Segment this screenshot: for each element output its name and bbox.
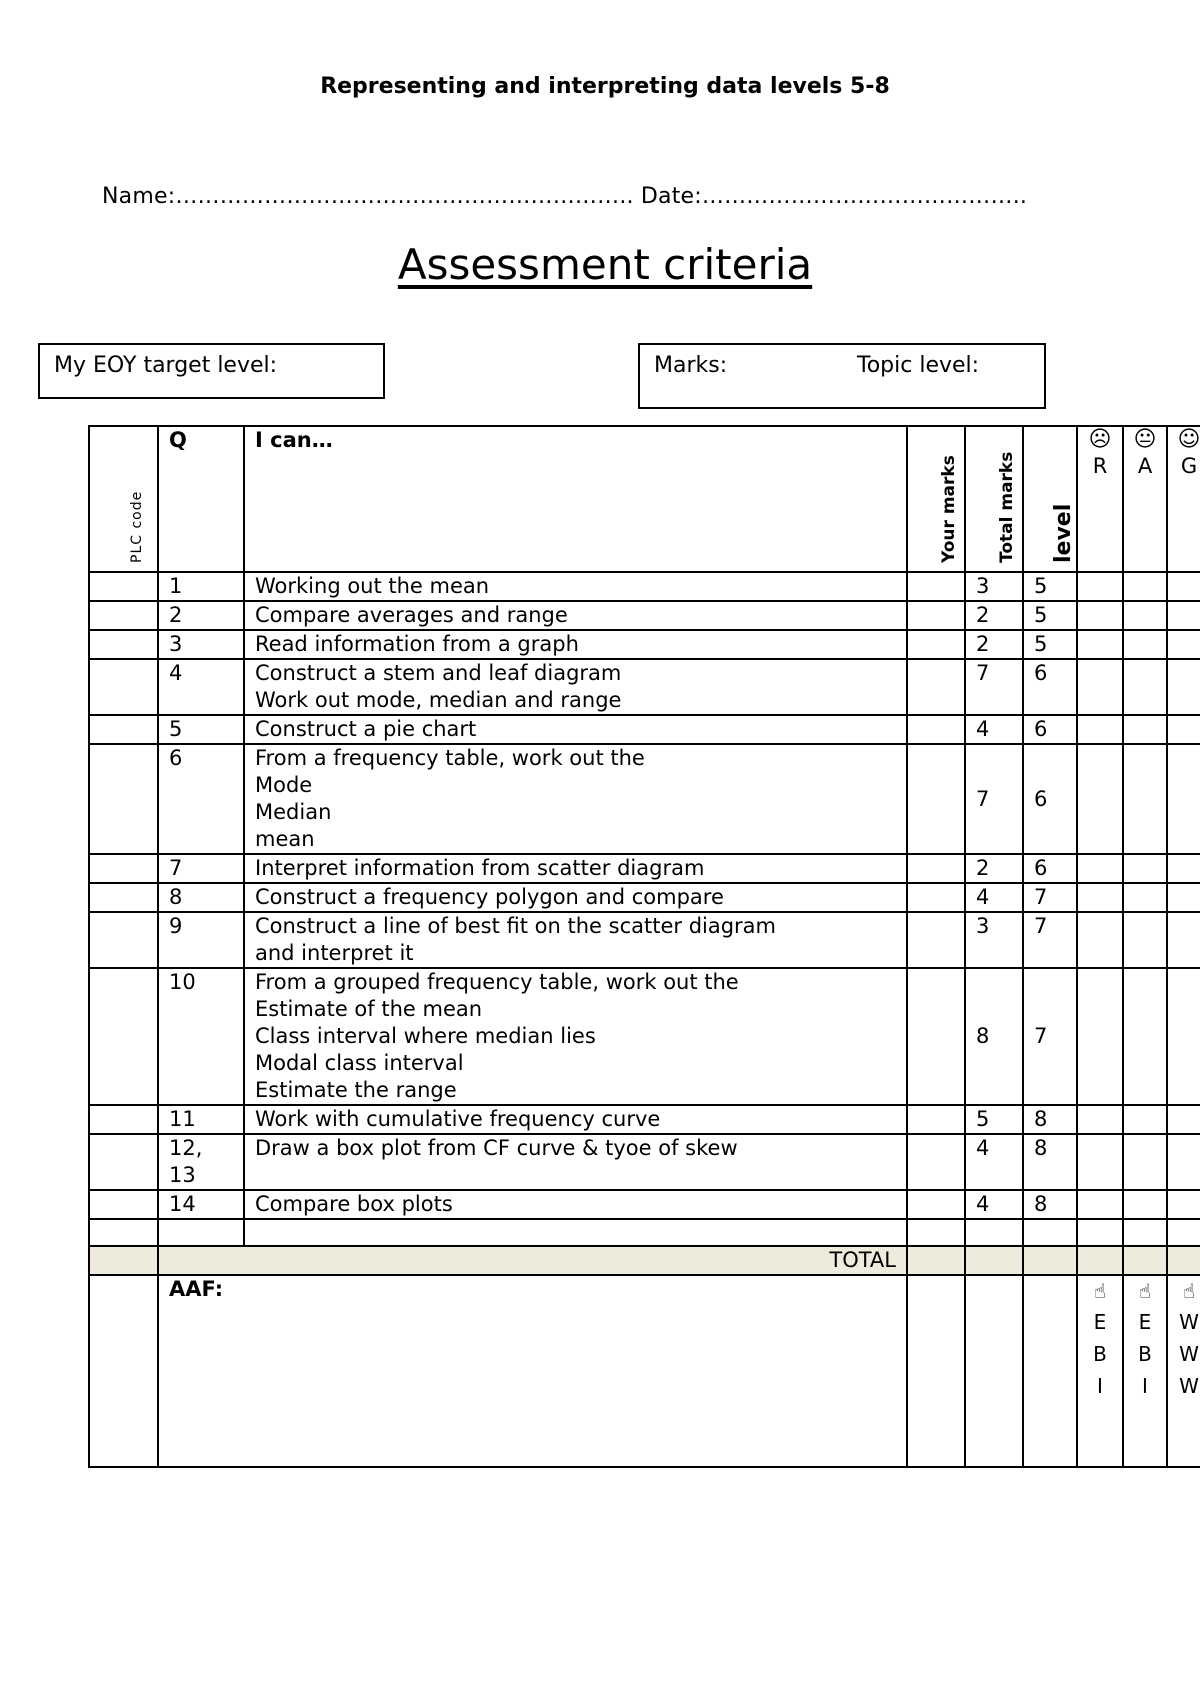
happy-face-icon: ☺	[1177, 427, 1200, 452]
ebi2-cell	[1123, 1275, 1167, 1467]
criterion-line: Work out mode, median and range	[255, 688, 622, 712]
green-cell[interactable]	[1167, 744, 1200, 854]
criterion-line: Working out the mean	[255, 574, 490, 598]
plc-code-cell[interactable]	[89, 1105, 158, 1134]
total-marks-cell	[965, 912, 1023, 968]
total-marks-cell	[965, 854, 1023, 883]
criterion-line: Estimate of the mean	[255, 997, 483, 1021]
question-number: 10	[158, 968, 244, 1105]
criterion-line: Mode	[255, 773, 313, 797]
total-marks-value: 7	[976, 786, 990, 811]
your-marks-cell[interactable]	[907, 601, 965, 630]
amber-cell[interactable]	[1123, 744, 1167, 854]
table-row	[89, 968, 1200, 1105]
level-value: 7	[1034, 914, 1048, 938]
plc-code-cell[interactable]	[89, 968, 158, 1105]
level-value: 5	[1034, 574, 1048, 598]
amber-cell[interactable]	[1123, 968, 1167, 1105]
level-cell	[1023, 1190, 1077, 1219]
total-marks-cell	[965, 744, 1023, 854]
red-cell[interactable]	[1077, 1105, 1123, 1134]
level-value: 6	[1034, 786, 1048, 811]
total-marks-value: 8	[976, 1024, 990, 1048]
criterion-line: Estimate the range	[255, 1078, 457, 1102]
total-marks-cell	[965, 601, 1023, 630]
criterion-cell	[244, 659, 907, 715]
blank-cell[interactable]	[1077, 1219, 1123, 1246]
blank-cell[interactable]	[907, 1219, 965, 1246]
table-row	[89, 715, 1200, 744]
level-label: level	[1051, 503, 1076, 563]
total-marks-label: Total marks	[997, 451, 1017, 563]
marks-topic-box[interactable]	[638, 343, 1046, 409]
total-marks-cell	[965, 1190, 1023, 1219]
green-cell[interactable]	[1167, 1190, 1200, 1219]
green-letter: G	[1180, 454, 1198, 478]
question-number: 9	[158, 912, 244, 968]
your-marks-cell[interactable]	[907, 1105, 965, 1134]
total-marks-cell	[965, 715, 1023, 744]
document-title: Representing and interpreting data levels 5-8	[320, 74, 890, 99]
your-marks-cell[interactable]	[907, 572, 965, 601]
criterion-line: Interpret information from scatter diagram	[255, 856, 705, 880]
red-cell[interactable]	[1077, 630, 1123, 659]
level-header	[1023, 426, 1077, 572]
green-cell[interactable]	[1167, 659, 1200, 715]
criterion-line: Class interval where median lies	[255, 1024, 596, 1048]
criterion-line: Construct a frequency polygon and compare	[255, 885, 724, 909]
neutral-face-icon: 😐	[1133, 427, 1157, 452]
amber-cell[interactable]	[1123, 601, 1167, 630]
your-marks-label: Your marks	[939, 455, 959, 563]
table-row	[89, 883, 1200, 912]
assessment-table	[88, 425, 1200, 1468]
blank-cell[interactable]	[244, 1219, 907, 1246]
criterion-line: Read information from a graph	[255, 632, 579, 656]
table-row	[89, 1190, 1200, 1219]
criterion-line: Compare box plots	[255, 1192, 453, 1216]
level-value: 5	[1034, 603, 1048, 627]
red-cell[interactable]	[1077, 1134, 1123, 1190]
your-marks-cell[interactable]	[907, 1134, 965, 1190]
criterion-cell	[244, 968, 907, 1105]
ebi1-letter: I	[1097, 1374, 1103, 1398]
level-cell	[1023, 572, 1077, 601]
your-marks-cell[interactable]	[907, 744, 965, 854]
total-level-cell[interactable]	[1023, 1246, 1077, 1275]
aaf-row	[89, 1275, 1200, 1467]
level-value: 8	[1034, 1192, 1048, 1216]
amber-cell[interactable]	[1123, 1190, 1167, 1219]
level-value: 5	[1034, 632, 1048, 656]
criterion-line: From a frequency table, work out the	[255, 746, 645, 770]
criterion-cell	[244, 1105, 907, 1134]
green-cell[interactable]	[1167, 1134, 1200, 1190]
red-cell[interactable]	[1077, 744, 1123, 854]
total-marks-value: 7	[976, 661, 990, 685]
table-row	[89, 659, 1200, 715]
criterion-line: Construct a pie chart	[255, 717, 477, 741]
criterion-line: Draw a box plot from CF curve & tyoe of skew	[255, 1136, 738, 1160]
blank-cell[interactable]	[1023, 1219, 1077, 1246]
level-cell	[1023, 854, 1077, 883]
table-row	[89, 854, 1200, 883]
plc-code-cell[interactable]	[89, 601, 158, 630]
amber-cell[interactable]	[1123, 854, 1167, 883]
www-letter: W	[1179, 1310, 1199, 1334]
amber-cell[interactable]	[1123, 715, 1167, 744]
total-marks-value: 3	[976, 914, 990, 938]
criterion-cell	[244, 601, 907, 630]
level-cell	[1023, 912, 1077, 968]
total-marks-cell	[965, 1134, 1023, 1190]
total-marks-value: 2	[976, 632, 990, 656]
aaf-your-marks-cell[interactable]	[907, 1275, 965, 1467]
pointing-hand-icon: ☝	[1182, 1279, 1196, 1303]
blank-cell[interactable]	[1167, 1219, 1200, 1246]
plc-code-cell[interactable]	[89, 715, 158, 744]
red-cell[interactable]	[1077, 883, 1123, 912]
ebi1-letter: E	[1093, 1310, 1107, 1334]
question-number: 14	[158, 1190, 244, 1219]
green-cell[interactable]	[1167, 968, 1200, 1105]
criterion-cell	[244, 883, 907, 912]
table-row	[89, 912, 1200, 968]
criterion-line: mean	[255, 827, 315, 851]
green-cell[interactable]	[1167, 601, 1200, 630]
amber-header	[1123, 426, 1167, 572]
question-number: 1	[158, 572, 244, 601]
blank-cell[interactable]	[965, 1219, 1023, 1246]
your-marks-header	[907, 426, 965, 572]
red-cell[interactable]	[1077, 968, 1123, 1105]
table-row	[89, 1105, 1200, 1134]
total-label: TOTAL	[158, 1246, 907, 1275]
aaf-level-cell[interactable]	[1023, 1275, 1077, 1467]
level-value: 8	[1034, 1107, 1048, 1131]
blank-cell[interactable]	[1123, 1219, 1167, 1246]
plc-code-cell[interactable]	[89, 659, 158, 715]
target-level-label: My EOY target level:	[54, 353, 278, 378]
aaf-cell[interactable]	[158, 1275, 907, 1467]
pointing-hand-icon: ☝	[1138, 1279, 1152, 1303]
amber-cell[interactable]	[1123, 630, 1167, 659]
amber-cell[interactable]	[1123, 1105, 1167, 1134]
total-red-cell[interactable]	[1077, 1246, 1123, 1275]
level-value: 7	[1034, 1024, 1048, 1048]
criterion-cell	[244, 912, 907, 968]
criterion-line: Compare averages and range	[255, 603, 568, 627]
criterion-line: Construct a stem and leaf diagram	[255, 661, 622, 685]
plc-code-cell[interactable]	[89, 883, 158, 912]
red-cell[interactable]	[1077, 601, 1123, 630]
ebi1-cell	[1077, 1275, 1123, 1467]
aaf-label: AAF:	[169, 1277, 224, 1301]
criterion-cell	[244, 1190, 907, 1219]
ebi2-letter: I	[1142, 1374, 1148, 1398]
www-letter: W	[1179, 1342, 1199, 1366]
total-row	[89, 1246, 1200, 1275]
total-marks-value: 4	[976, 1136, 990, 1160]
level-cell	[1023, 883, 1077, 912]
your-marks-cell[interactable]	[907, 968, 965, 1105]
total-marks-cell	[965, 659, 1023, 715]
total-marks-cell	[965, 883, 1023, 912]
plc-code-cell[interactable]	[89, 1134, 158, 1190]
level-value: 8	[1034, 1136, 1048, 1160]
question-number: 7	[158, 854, 244, 883]
criterion-cell	[244, 630, 907, 659]
plc-code-cell[interactable]	[89, 854, 158, 883]
total-marks-value: 3	[976, 574, 990, 598]
amber-cell[interactable]	[1123, 572, 1167, 601]
criterion-line: Median	[255, 800, 332, 824]
blank-row	[89, 1219, 1200, 1246]
blank-cell[interactable]	[89, 1219, 158, 1246]
total-marks-value: 4	[976, 885, 990, 909]
level-cell	[1023, 1134, 1077, 1190]
total-marks-value: 4	[976, 1192, 990, 1216]
your-marks-cell[interactable]	[907, 659, 965, 715]
total-marks-cell	[965, 968, 1023, 1105]
q-header: Q	[158, 426, 244, 572]
amber-cell[interactable]	[1123, 659, 1167, 715]
criterion-cell	[244, 744, 907, 854]
amber-cell[interactable]	[1123, 912, 1167, 968]
criterion-cell	[244, 572, 907, 601]
table-row	[89, 601, 1200, 630]
your-marks-cell[interactable]	[907, 912, 965, 968]
criterion-cell	[244, 715, 907, 744]
level-cell	[1023, 715, 1077, 744]
level-value: 6	[1034, 717, 1048, 741]
table-row	[89, 744, 1200, 854]
criterion-cell	[244, 1134, 907, 1190]
green-header	[1167, 426, 1200, 572]
total-marks-cell	[965, 572, 1023, 601]
level-cell	[1023, 968, 1077, 1105]
total-marks-value: 5	[976, 1107, 990, 1131]
criterion-line: From a grouped frequency table, work out the	[255, 970, 739, 994]
level-cell	[1023, 601, 1077, 630]
question-number: 11	[158, 1105, 244, 1134]
total-marks-value: 2	[976, 603, 990, 627]
table-row	[89, 1134, 1200, 1190]
plc-code-cell[interactable]	[89, 744, 158, 854]
red-cell[interactable]	[1077, 854, 1123, 883]
level-value: 6	[1034, 856, 1048, 880]
your-marks-cell[interactable]	[907, 1190, 965, 1219]
ebi1-letter: B	[1093, 1342, 1107, 1366]
blank-cell[interactable]	[158, 1219, 244, 1246]
total-green-cell[interactable]	[1167, 1246, 1200, 1275]
green-cell[interactable]	[1167, 572, 1200, 601]
green-cell[interactable]	[1167, 715, 1200, 744]
plc-code-cell[interactable]	[89, 630, 158, 659]
level-value: 6	[1034, 661, 1048, 685]
total-amber-cell[interactable]	[1123, 1246, 1167, 1275]
ebi2-letter: B	[1138, 1342, 1152, 1366]
aaf-total-marks-cell[interactable]	[965, 1275, 1023, 1467]
total-marks-cell	[965, 1105, 1023, 1134]
criterion-line: and interpret it	[255, 941, 414, 965]
marks-label: Marks:	[654, 353, 728, 378]
green-cell[interactable]	[1167, 912, 1200, 968]
red-cell[interactable]	[1077, 572, 1123, 601]
total-marks-cell	[965, 630, 1023, 659]
total-marks-header	[965, 426, 1023, 572]
question-number: 5	[158, 715, 244, 744]
page-heading: Assessment criteria	[397, 240, 813, 289]
www-letter: W	[1179, 1374, 1199, 1398]
green-cell[interactable]	[1167, 630, 1200, 659]
green-cell[interactable]	[1167, 854, 1200, 883]
question-number: 12, 13	[158, 1134, 244, 1190]
red-cell[interactable]	[1077, 659, 1123, 715]
level-value: 7	[1034, 885, 1048, 909]
total-total-marks-cell[interactable]	[965, 1246, 1023, 1275]
total-marks-value: 2	[976, 856, 990, 880]
total-marks-value: 4	[976, 717, 990, 741]
your-marks-cell[interactable]	[907, 715, 965, 744]
question-number: 6	[158, 744, 244, 854]
criterion-line: Modal class interval	[255, 1051, 464, 1075]
plc-code-label: PLC code	[128, 490, 145, 563]
your-marks-cell[interactable]	[907, 630, 965, 659]
red-cell[interactable]	[1077, 1190, 1123, 1219]
question-number: 2	[158, 601, 244, 630]
topic-level-label: Topic level:	[857, 353, 980, 378]
plc-code-cell[interactable]	[89, 1190, 158, 1219]
question-number: 8	[158, 883, 244, 912]
amber-cell[interactable]	[1123, 1134, 1167, 1190]
aaf-plc-cell	[89, 1275, 158, 1467]
red-header	[1077, 426, 1123, 572]
your-marks-cell[interactable]	[907, 854, 965, 883]
your-marks-cell[interactable]	[907, 883, 965, 912]
amber-cell[interactable]	[1123, 883, 1167, 912]
question-number: 4	[158, 659, 244, 715]
i-can-header: I can…	[244, 426, 907, 572]
criterion-line: Work with cumulative frequency curve	[255, 1107, 661, 1131]
sad-face-icon: ☹	[1088, 427, 1112, 452]
table-row	[89, 572, 1200, 601]
level-cell	[1023, 630, 1077, 659]
criterion-line: Construct a line of best fit on the scatter diagram	[255, 914, 777, 938]
target-level-box[interactable]	[38, 343, 385, 399]
criterion-cell	[244, 854, 907, 883]
plc-code-cell[interactable]	[89, 912, 158, 968]
total-plc-cell	[89, 1246, 158, 1275]
table-header-row	[89, 426, 1200, 572]
plc-code-header	[89, 426, 158, 572]
table-row	[89, 630, 1200, 659]
ebi2-letter: E	[1138, 1310, 1152, 1334]
pointing-hand-icon: ☝	[1093, 1279, 1107, 1303]
total-your-marks-cell[interactable]	[907, 1246, 965, 1275]
level-cell	[1023, 659, 1077, 715]
green-cell[interactable]	[1167, 883, 1200, 912]
red-letter: R	[1092, 454, 1108, 478]
red-cell[interactable]	[1077, 912, 1123, 968]
level-cell	[1023, 1105, 1077, 1134]
red-cell[interactable]	[1077, 715, 1123, 744]
question-number: 3	[158, 630, 244, 659]
name-date-line[interactable]: Name:…………………………………………………….. Date:……………………………………..	[102, 184, 1028, 209]
level-cell	[1023, 744, 1077, 854]
plc-code-cell[interactable]	[89, 572, 158, 601]
green-cell[interactable]	[1167, 1105, 1200, 1134]
amber-letter: A	[1137, 454, 1153, 478]
www-cell	[1167, 1275, 1200, 1467]
